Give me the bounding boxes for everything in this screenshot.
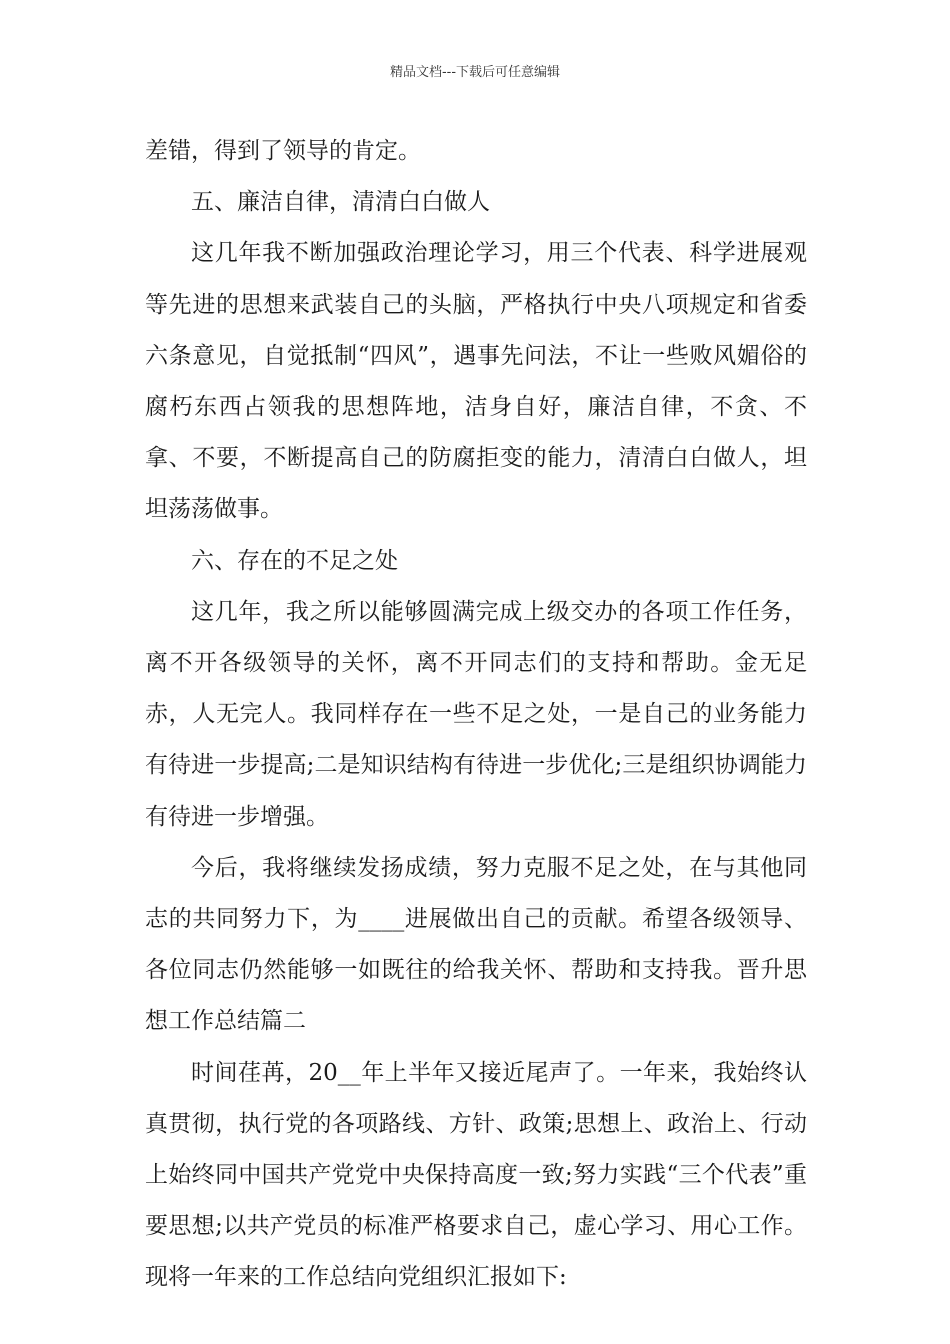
paragraph-shortcomings: 这几年，我之所以能够圆满完成上级交办的各项工作任务，离不开各级领导的关怀，离不开同志们的支持和帮助。金无足赤，人无完人。我同样存在一些不足之处，一是自己的业务能力有待进一步提高;二是知识结构有待进一步优化;三是组织协调能力有待进一步增强。 [145,598,807,830]
paragraph-summary-two: 时间荏苒，20__年上半年又接近尾声了。一年来，我始终认真贯彻，执行党的各项路线、方针、政策;思想上、政治上、行动上始终同中国共产党党中央保持高度一致;努力实践“三个代表”重要思想;以共产党员的标准严格要求自己，虚心学习、用心工作。现将一年来的工作总结向党组织汇报如下: [145,1059,807,1291]
document-body [145,126,807,1304]
paragraph-future: 今后，我将继续发扬成绩，努力克服不足之处，在与其他同志的共同努力下，为____进展做出自己的贡献。希望各级领导、各位同志仍然能够一如既往的给我关怀、帮助和支持我。晋升思想工作总结篇二 [145,854,807,1035]
section-heading-five: 五、廉洁自律，清清白白做人 [191,189,490,216]
page-header: 精品文档---下载后可任意编辑 [389,65,561,80]
paragraph-integrity: 这几年我不断加强政治理论学习，用三个代表、科学进展观等先进的思想来武装自己的头脑，严格执行中央八项规定和省委六条意见，自觉抵制“四风”，遇事先问法，不让一些败风媚俗的腐朽东西占领我的思想阵地，洁身自好，廉洁自律，不贪、不拿、不要，不断提高自己的防腐拒变的能力，清清白白做人，坦坦荡荡做事。 [145,240,807,523]
section-heading-six: 六、存在的不足之处 [191,547,398,574]
paragraph-continuation: 差错，得到了领导的肯定。 [145,138,421,164]
